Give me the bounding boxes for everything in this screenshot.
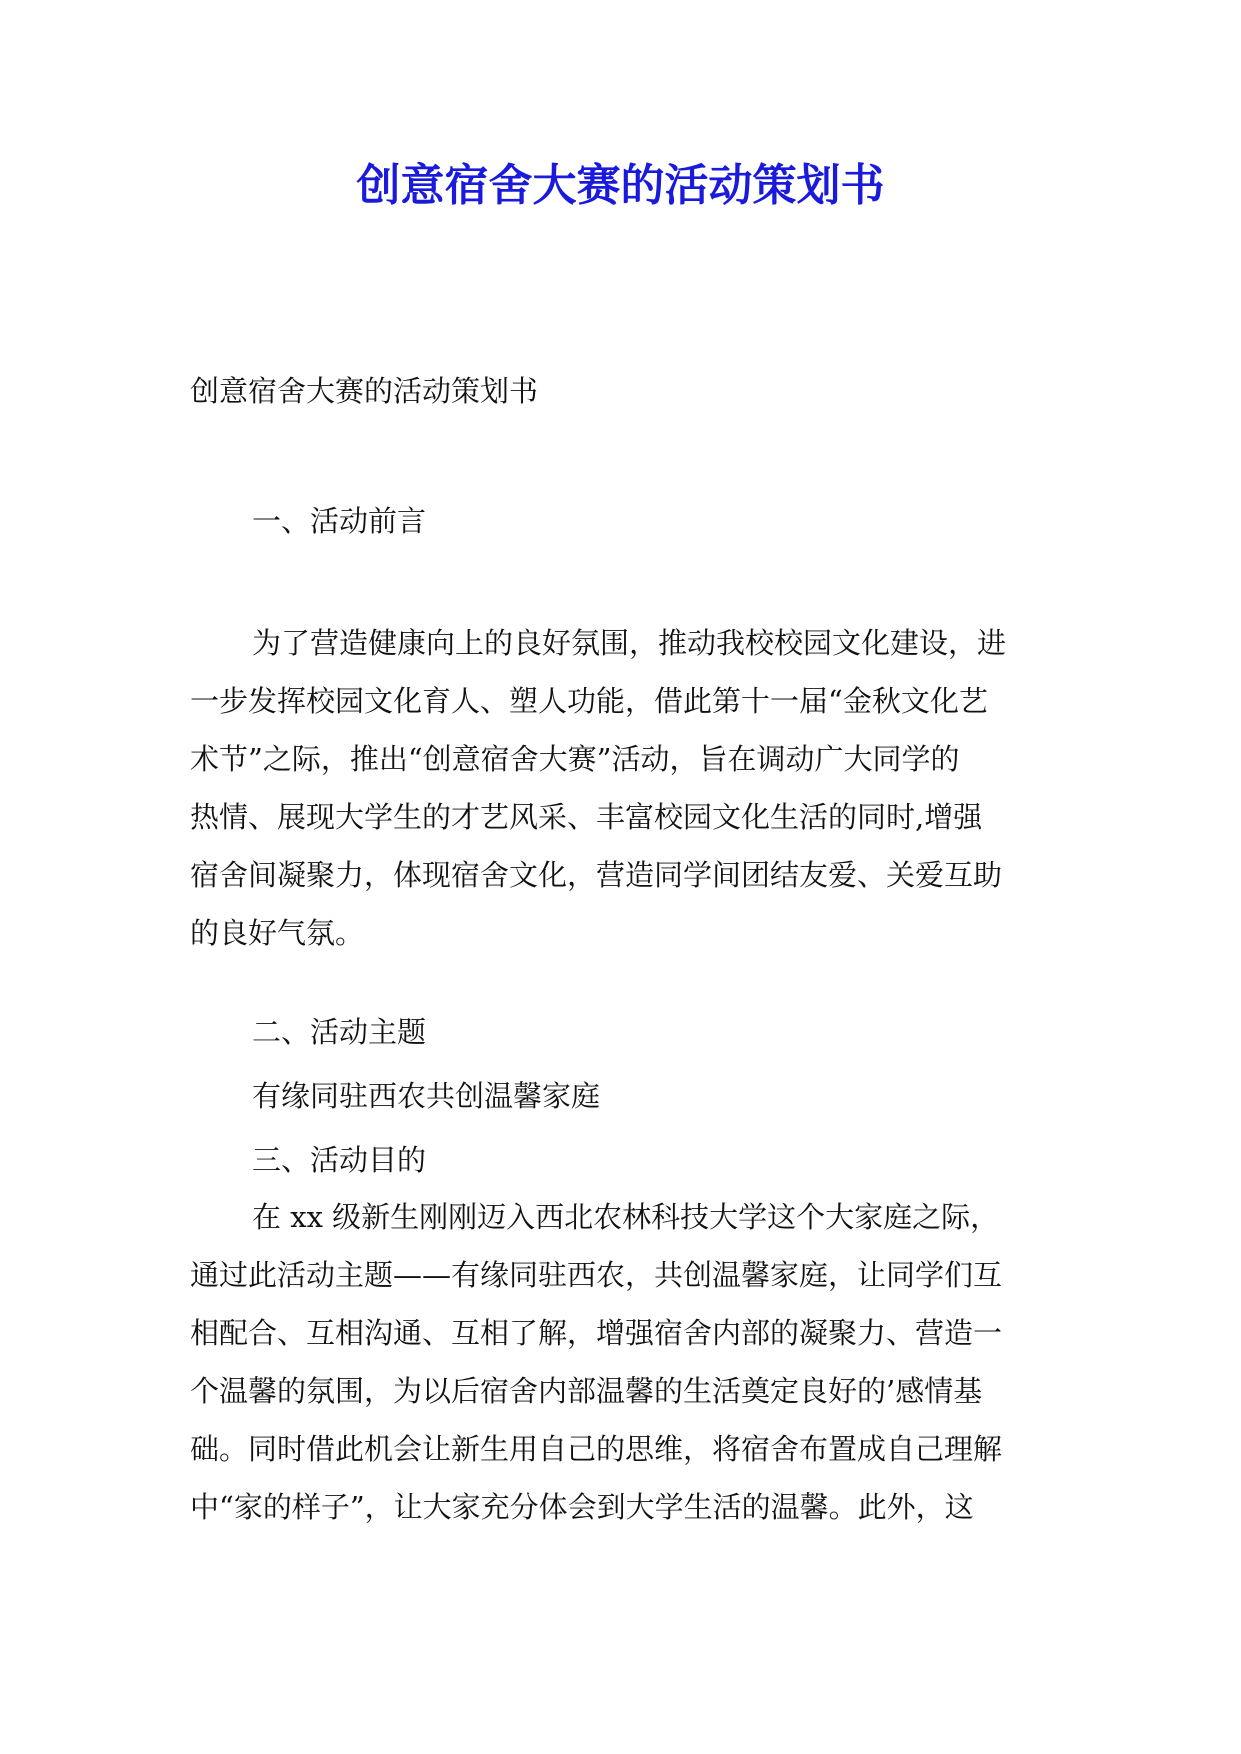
paragraph-line: 相配合、互相沟通、互相了解，增强宿舍内部的凝聚力、营造一 bbox=[190, 1316, 1003, 1350]
paragraph-line: 中“家的样子”，让大家充分体会到大学生活的温馨。此外，这 bbox=[190, 1490, 974, 1524]
paragraph-preface bbox=[190, 614, 1050, 962]
paragraph-purpose bbox=[190, 1188, 1050, 1536]
paragraph-line: 宿舍间凝聚力，体现宿舍文化，营造同学间团结友爱、关爱互助 bbox=[190, 858, 1003, 892]
paragraph-line: 术节”之际，推出“创意宿舍大赛”活动，旨在调动广大同学的 bbox=[190, 742, 960, 776]
section-heading-theme: 二、活动主题 bbox=[252, 1015, 427, 1049]
paragraph-line: 热情、展现大学生的才艺风采、丰富校园文化生活的同时,增强 bbox=[190, 800, 983, 834]
paragraph-line: 通过此活动主题——有缘同驻西农，共创温馨家庭，让同学们互 bbox=[190, 1258, 1003, 1292]
section-heading-preface: 一、活动前言 bbox=[252, 504, 427, 538]
activity-theme-text: 有缘同驻西农共创温馨家庭 bbox=[252, 1079, 601, 1113]
document-subtitle: 创意宿舍大赛的活动策划书 bbox=[190, 374, 539, 408]
paragraph-line: 础。同时借此机会让新生用自己的思维，将宿舍布置成自己理解 bbox=[190, 1432, 1003, 1466]
paragraph-line: 一步发挥校园文化育人、塑人功能，借此第十一届“金秋文化艺 bbox=[190, 684, 988, 718]
paragraph-line: 的良好气氛。 bbox=[190, 916, 365, 950]
section-heading-purpose: 三、活动目的 bbox=[252, 1143, 427, 1177]
document-title: 创意宿舍大赛的活动策划书 bbox=[356, 160, 885, 211]
paragraph-line: 在 xx 级新生刚刚迈入西北农林科技大学这个大家庭之际， bbox=[252, 1200, 1000, 1234]
paragraph-line: 个温馨的氛围，为以后宿舍内部温馨的生活奠定良好的’感情基 bbox=[190, 1374, 983, 1408]
paragraph-line: 为了营造健康向上的良好氛围，推动我校校园文化建设，进 bbox=[252, 626, 1007, 660]
